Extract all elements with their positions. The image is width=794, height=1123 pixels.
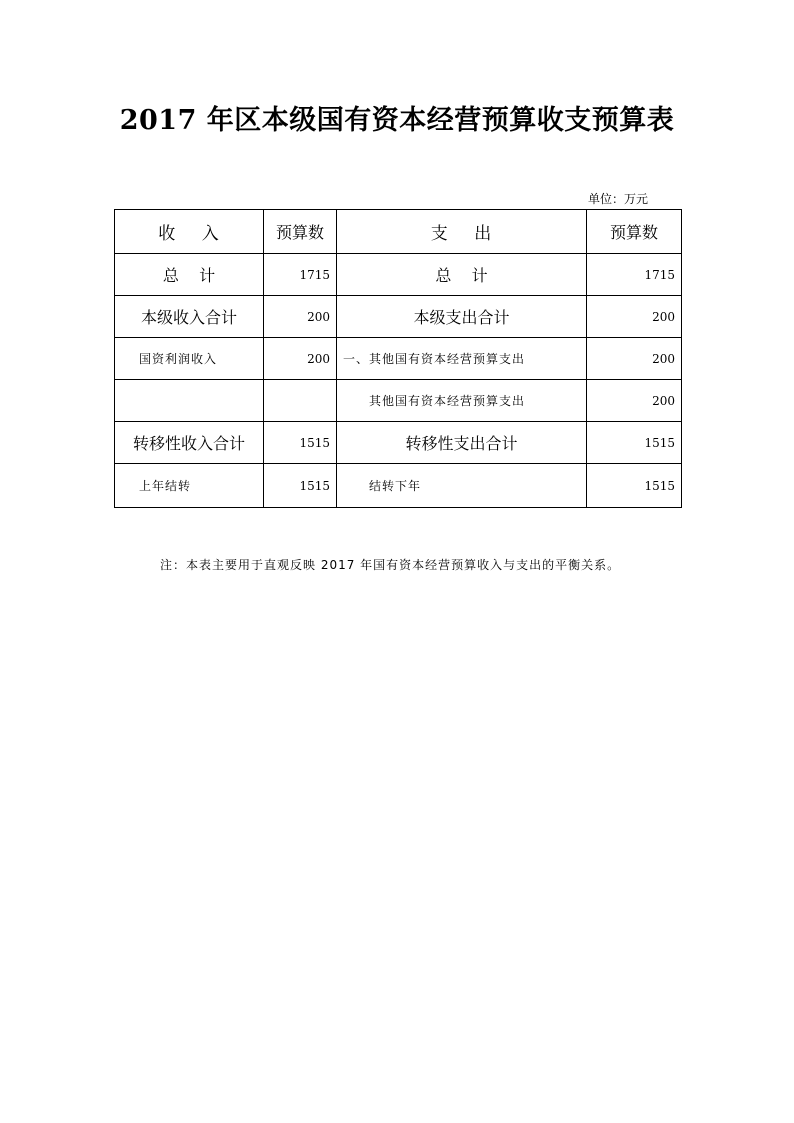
income-cell: 总 计: [115, 254, 264, 296]
income-cell: 上年结转: [115, 464, 264, 508]
income-amount-cell: 1515: [264, 422, 337, 464]
header-expense: 支 出: [337, 210, 587, 254]
expense-cell: 总 计: [337, 254, 587, 296]
expense-amount-cell: 200: [587, 380, 682, 422]
footnote: 注：本表主要用于直观反映 2017 年国有资本经营预算收入与支出的平衡关系。: [160, 558, 621, 572]
table-row: [115, 296, 682, 338]
header-income-amount: 预算数: [264, 210, 337, 254]
expense-amount-cell: 200: [587, 296, 682, 338]
expense-cell: 结转下年: [337, 464, 587, 508]
income-cell: 国资利润收入: [115, 338, 264, 380]
expense-cell: 转移性支出合计: [337, 422, 587, 464]
income-amount-cell: [264, 380, 337, 422]
expense-cell: 一、其他国有资本经营预算支出: [337, 338, 587, 380]
expense-amount-cell: 1515: [587, 422, 682, 464]
table-row: [115, 422, 682, 464]
table-row: [115, 380, 682, 422]
table-row: [115, 338, 682, 380]
income-cell: [115, 380, 264, 422]
header-income: 收 入: [115, 210, 264, 254]
budget-table: [114, 209, 682, 508]
income-amount-cell: 200: [264, 338, 337, 380]
income-amount-cell: 1715: [264, 254, 337, 296]
expense-cell: 其他国有资本经营预算支出: [337, 380, 587, 422]
expense-amount-cell: 1515: [587, 464, 682, 508]
expense-cell: 本级支出合计: [337, 296, 587, 338]
income-cell: 本级收入合计: [115, 296, 264, 338]
unit-label: 单位：万元: [587, 192, 648, 206]
income-amount-cell: 1515: [264, 464, 337, 508]
table-row: [115, 254, 682, 296]
table-header-row: [115, 210, 682, 254]
page-title: 2017 年区本级国有资本经营预算收支预算表: [119, 105, 675, 136]
table-row: [115, 464, 682, 508]
income-cell: 转移性收入合计: [115, 422, 264, 464]
header-expense-amount: 预算数: [587, 210, 682, 254]
expense-amount-cell: 200: [587, 338, 682, 380]
income-amount-cell: 200: [264, 296, 337, 338]
expense-amount-cell: 1715: [587, 254, 682, 296]
